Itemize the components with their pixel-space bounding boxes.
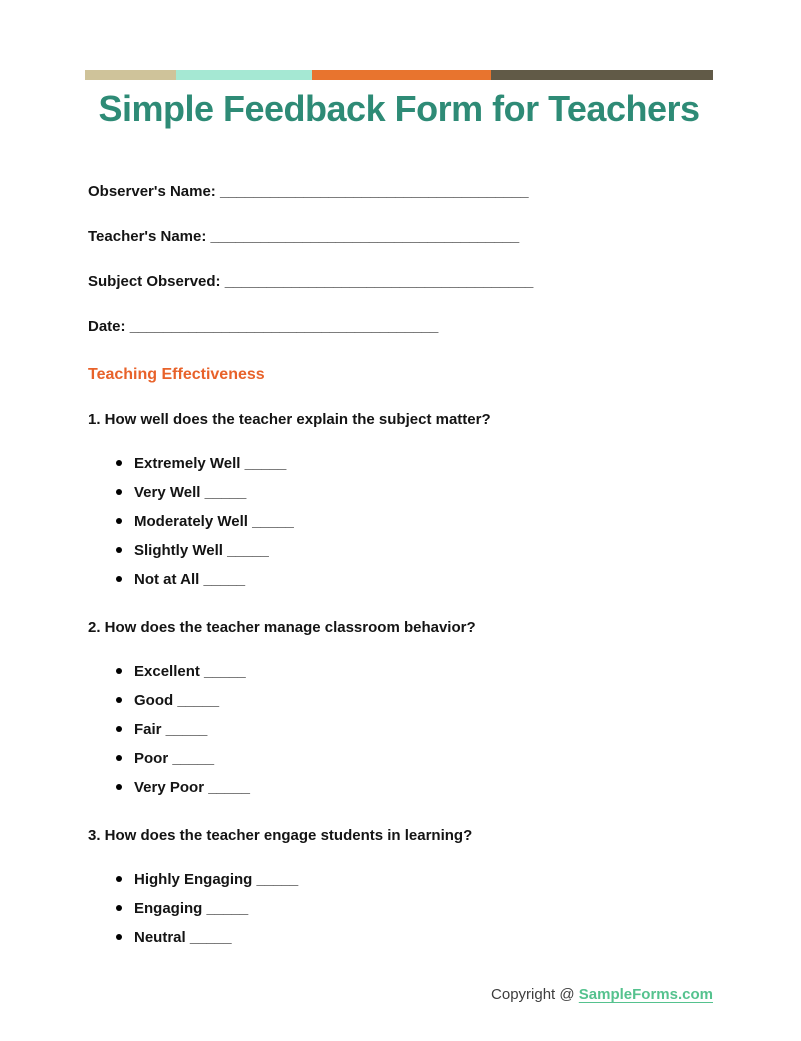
option-label: Very Poor _____ (134, 779, 250, 797)
option-item (85, 929, 713, 958)
page-title: Simple Feedback Form for Teachers (98, 88, 700, 129)
option-item (85, 871, 713, 900)
option-label: Highly Engaging _____ (134, 871, 299, 889)
option-item (85, 513, 713, 542)
accent-bar-segment-tan (85, 70, 176, 80)
field-blank-line: _____________________________________ (219, 183, 529, 201)
option-label: Poor _____ (134, 750, 215, 768)
option-item (85, 663, 713, 692)
bullet-icon (116, 518, 122, 524)
bullet-icon (116, 547, 122, 553)
accent-bar (85, 70, 713, 80)
option-label: Fair _____ (134, 721, 208, 739)
option-item (85, 692, 713, 721)
option-item (85, 900, 713, 929)
option-label: Slightly Well _____ (134, 542, 269, 560)
bullet-icon (116, 668, 122, 674)
bullet-icon (116, 905, 122, 911)
option-item (85, 779, 713, 808)
option-item (85, 721, 713, 750)
bullet-icon (116, 784, 122, 790)
question-1: 1. How well does the teacher explain the subject matter? (88, 411, 491, 429)
option-item (85, 750, 713, 779)
bullet-icon (116, 576, 122, 582)
option-label: Good _____ (134, 692, 220, 710)
field-observers-name (88, 184, 713, 200)
copyright-text: Copyright @ (491, 986, 579, 1003)
field-label: Observer's Name: (88, 183, 216, 201)
question-2-options (85, 663, 713, 808)
option-item (85, 571, 713, 600)
option-item (85, 484, 713, 513)
question-2: 2. How does the teacher manage classroom behavior? (88, 619, 476, 637)
option-label: Moderately Well _____ (134, 513, 294, 531)
field-label: Subject Observed: (88, 273, 221, 291)
question-1-options (85, 455, 713, 600)
content-area (85, 70, 713, 958)
section-heading-teaching-effectiveness: Teaching Effectiveness (88, 366, 265, 384)
accent-bar-segment-mint (176, 70, 312, 80)
field-blank-line: _____________________________________ (210, 228, 520, 246)
question-3: 3. How does the teacher engage students in learning? (88, 827, 473, 845)
field-date (88, 319, 713, 335)
option-label: Excellent _____ (134, 663, 246, 681)
field-teachers-name (88, 229, 713, 245)
option-label: Very Well _____ (134, 484, 247, 502)
option-item (85, 455, 713, 484)
bullet-icon (116, 726, 122, 732)
option-label: Neutral _____ (134, 929, 232, 947)
bullet-icon (116, 697, 122, 703)
bullet-icon (116, 876, 122, 882)
field-label: Date: (88, 318, 126, 336)
field-blank-line: _____________________________________ (129, 318, 439, 336)
accent-bar-segment-orange (312, 70, 491, 80)
footer (491, 986, 713, 1003)
bullet-icon (116, 489, 122, 495)
bullet-icon (116, 460, 122, 466)
field-label: Teacher's Name: (88, 228, 207, 246)
option-label: Engaging _____ (134, 900, 249, 918)
accent-bar-segment-brown (491, 70, 713, 80)
option-item (85, 542, 713, 571)
sampleforms-link[interactable]: SampleForms.com (578, 986, 713, 1003)
bullet-icon (116, 934, 122, 940)
field-blank-line: _____________________________________ (224, 273, 534, 291)
bullet-icon (116, 755, 122, 761)
option-label: Extremely Well _____ (134, 455, 287, 473)
field-subject-observed (88, 274, 713, 290)
option-label: Not at All _____ (134, 571, 246, 589)
write-in-fields (85, 184, 713, 335)
question-3-options (85, 871, 713, 958)
